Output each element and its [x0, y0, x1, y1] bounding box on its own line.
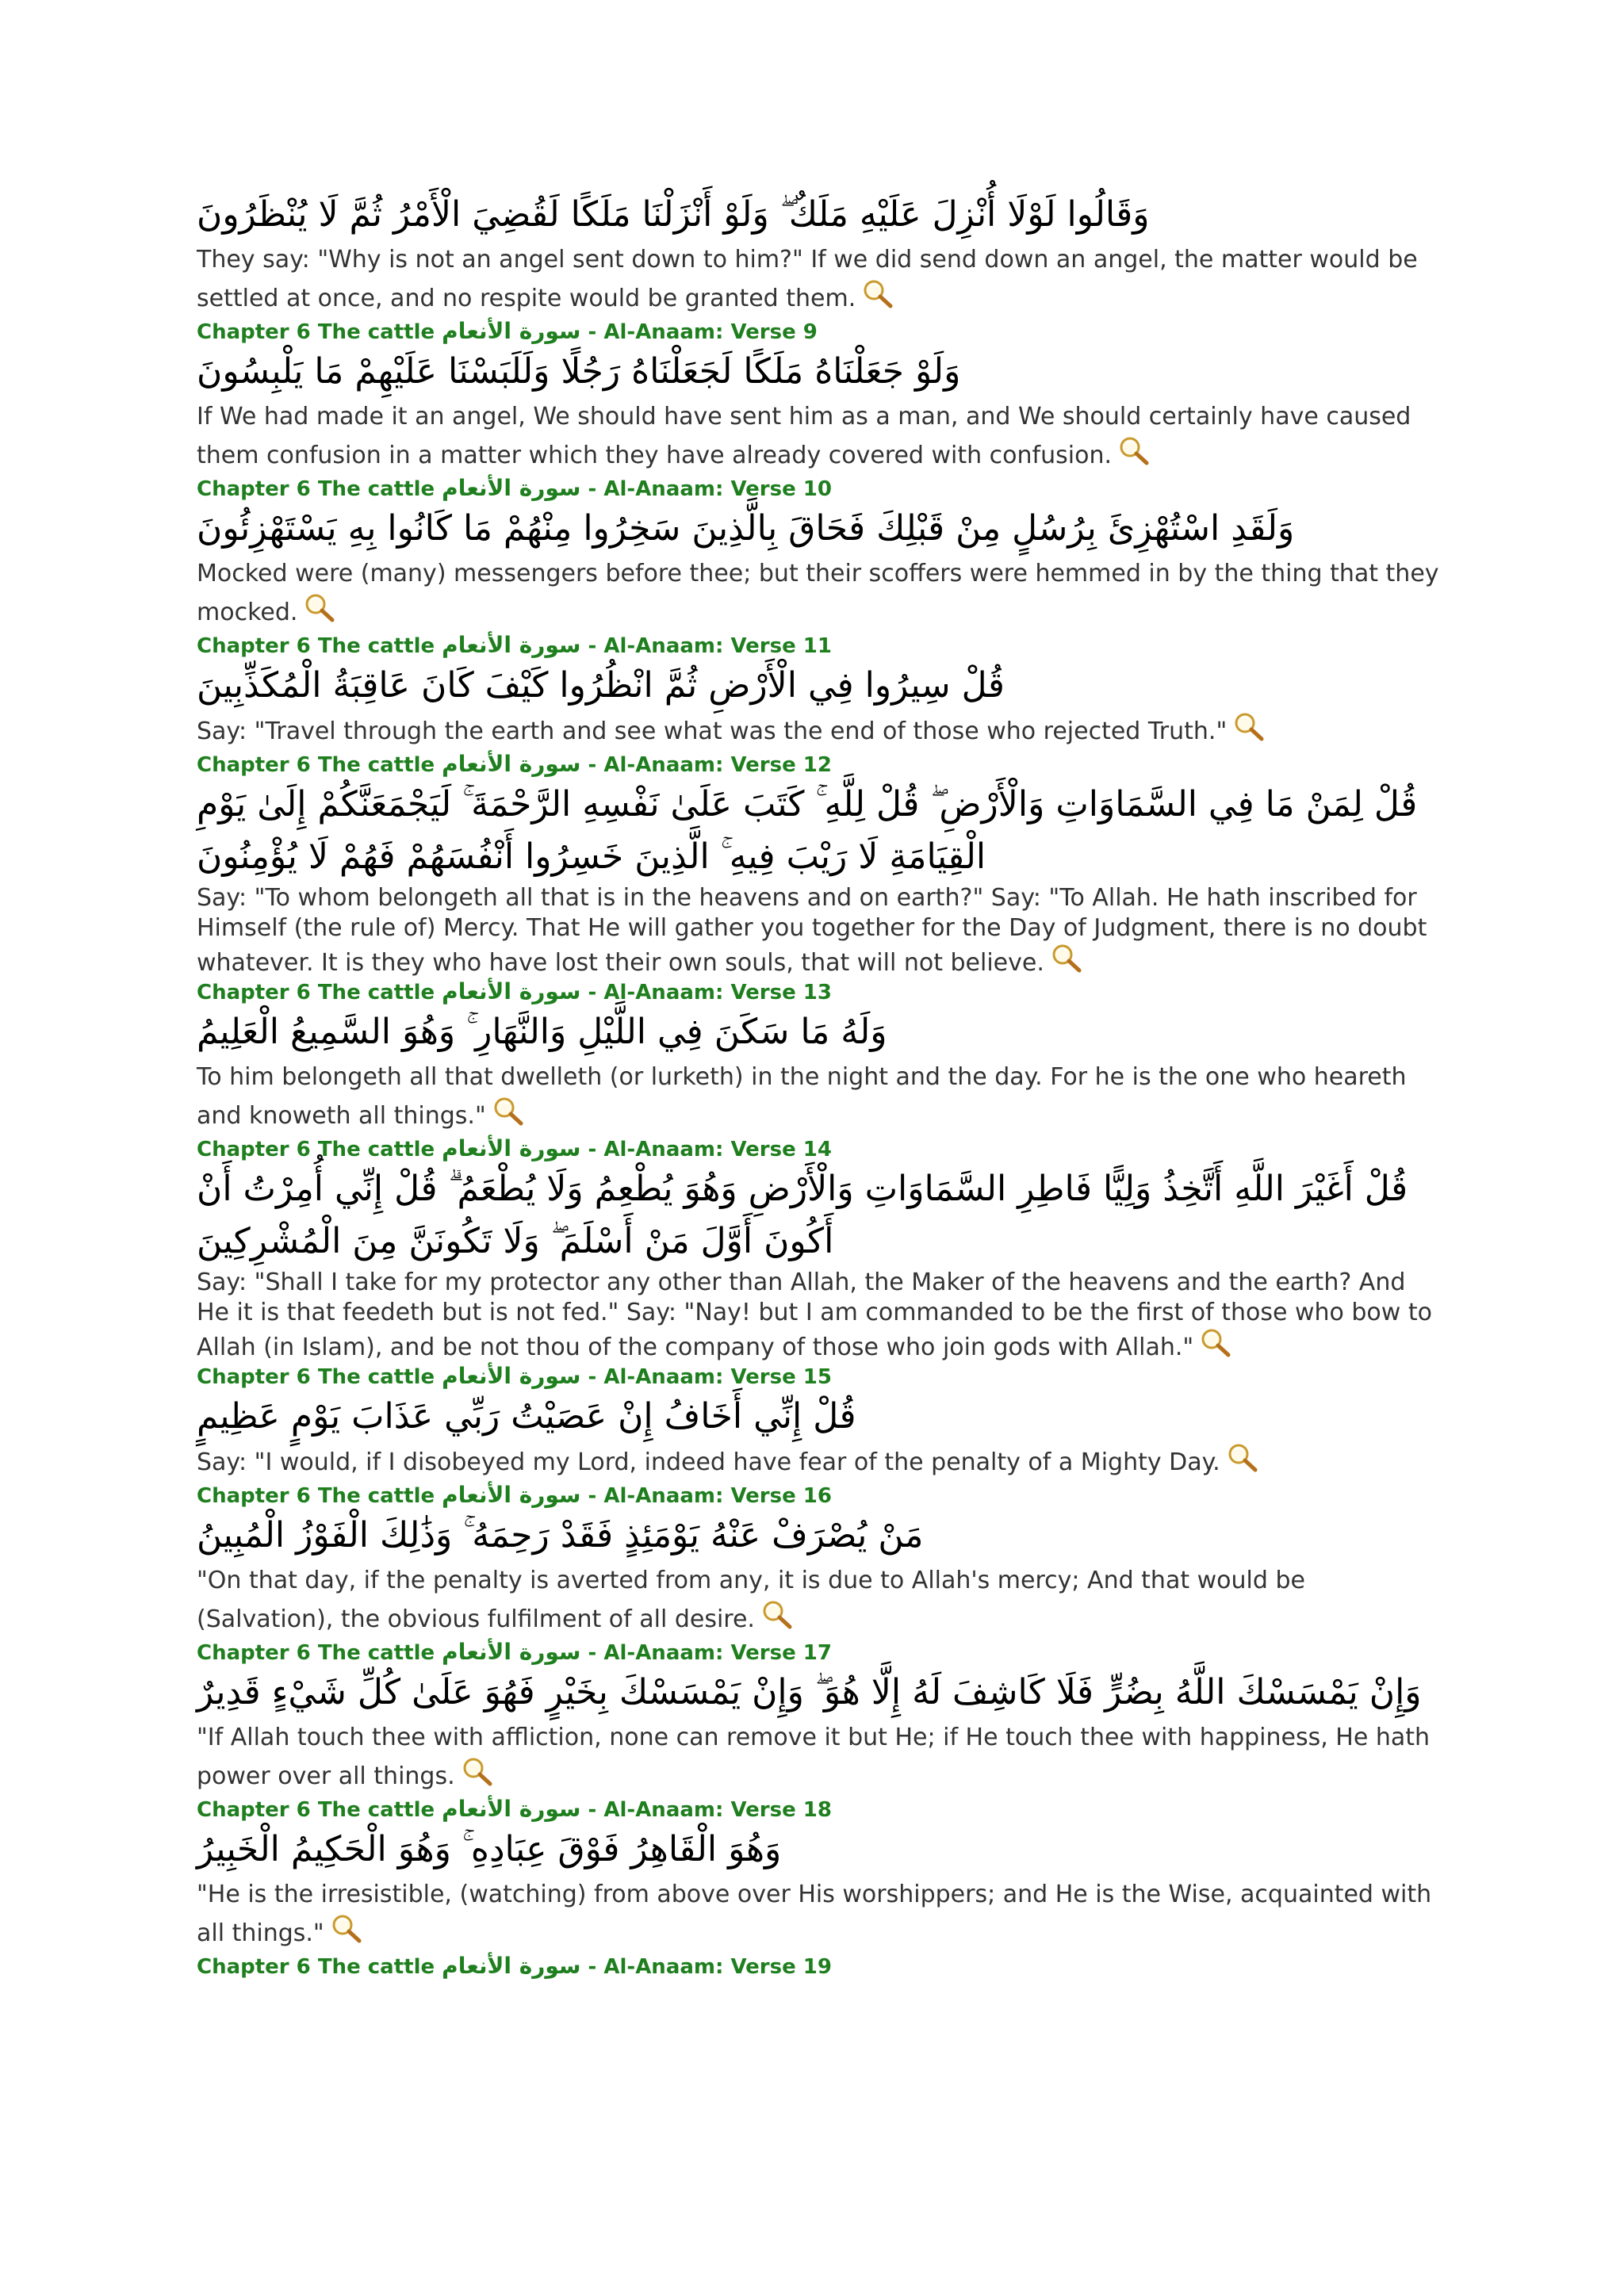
- verse-block: [197, 503, 1442, 660]
- magnifier-icon[interactable]: [862, 279, 894, 309]
- verse-heading[interactable]: Chapter 6 The cattle سورة الأنعام - Al-Anaam: Verse 11: [197, 632, 832, 658]
- translation-text: "If Allah touch thee with affliction, none can remove it but He; if He touch thee with happiness, He hath power over all things.: [197, 1724, 1431, 1790]
- verse-translation: [197, 555, 1442, 632]
- verse-translation: [197, 1058, 1442, 1135]
- verse-block: [197, 660, 1442, 779]
- arabic-verse: مَنْ يُصْرَفْ عَنْهُ يَوْمَئِذٍ فَقَدْ رَحِمَهُ ۚ وَذَٰلِكَ الْفَوْزُ الْمُبِينُ: [197, 1515, 924, 1556]
- verse-block: [197, 1667, 1442, 1823]
- translation-text: Say: "To whom belongeth all that is in the heavens and on earth?" Say: "To Allah. He hath inscribed for Himself (the rule of) Mercy. That He will gather you together for the Day of Judgment, there is no doubt whatever. It is they who have lost their own souls, that will not believe.: [197, 884, 1427, 977]
- translation-text: Say: "Shall I take for my protector any other than Allah, the Maker of the heavens and the earth? And He it is that feedeth but is not fed." Say: "Nay! but I am commanded to be the first of those who bow to Allah (in Islam), and be not thou of the company of those who join gods with Allah.": [197, 1269, 1432, 1361]
- verse-heading[interactable]: Chapter 6 The cattle سورة الأنعام - Al-Anaam: Verse 14: [197, 1135, 832, 1161]
- arabic-verse: قُلْ إِنِّي أَخَافُ إِنْ عَصَيْتُ رَبِّي عَذَابَ يَوْمٍ عَظِيمٍ: [197, 1396, 856, 1437]
- arabic-verse: وَقَالُوا لَوْلَا أُنْزِلَ عَلَيْهِ مَلَكٌ ۖ وَلَوْ أَنْزَلْنَا مَلَكًا لَقُضِيَ الْأَمْرُ ثُمَّ لَا يُنْظَرُونَ: [197, 194, 1150, 235]
- magnifier-icon[interactable]: [1233, 712, 1265, 742]
- magnifier-icon[interactable]: [304, 593, 335, 623]
- arabic-verse: وَلَهُ مَا سَكَنَ فِي اللَّيْلِ وَالنَّهَارِ ۚ وَهُوَ السَّمِيعُ الْعَلِيمُ: [197, 1012, 887, 1052]
- magnifier-icon[interactable]: [331, 1914, 362, 1944]
- arabic-verse: قُلْ سِيرُوا فِي الْأَرْضِ ثُمَّ انْظُرُوا كَيْفَ كَانَ عَاقِبَةُ الْمُكَذِّبِينَ: [197, 665, 1005, 706]
- verse-block: [197, 1006, 1442, 1163]
- magnifier-icon[interactable]: [492, 1096, 524, 1127]
- arabic-verse: وَلَوْ جَعَلْنَاهُ مَلَكًا لَجَعَلْنَاهُ رَجُلًا وَلَلَبَسْنَا عَلَيْهِمْ مَا يَلْبِسُونَ: [197, 351, 961, 392]
- verse-heading[interactable]: Chapter 6 The cattle سورة الأنعام - Al-Anaam: Verse 13: [197, 978, 832, 1004]
- verse-translation: [197, 1876, 1442, 1953]
- verse-translation: [197, 883, 1442, 978]
- translation-text: To him belongeth all that dwelleth (or lurketh) in the night and the day. For he is the one who heareth and knoweth all things.": [197, 1063, 1407, 1130]
- verse-translation: [197, 1443, 1442, 1482]
- verse-block: [197, 779, 1442, 1006]
- arabic-verse: وَلَقَدِ اسْتُهْزِئَ بِرُسُلٍ مِنْ قَبْلِكَ فَحَاقَ بِالَّذِينَ سَخِرُوا مِنْهُمْ مَا كَانُوا بِهِ يَسْتَهْزِئُونَ: [197, 508, 1295, 549]
- verse-page: [197, 189, 1442, 1980]
- verse-translation: [197, 1719, 1442, 1796]
- translation-text: Mocked were (many) messengers before thee; but their scoffers were hemmed in by the thing that they mocked.: [197, 560, 1439, 626]
- arabic-verse: قُلْ أَغَيْرَ اللَّهِ أَتَّخِذُ وَلِيًّا فَاطِرِ السَّمَاوَاتِ وَالْأَرْضِ وَهُوَ يُطْعِمُ وَلَا يُطْعَمُ ۗ قُلْ إِنِّي أُمِرْتُ أَنْ أَكُونَ أَوَّلَ مَنْ أَسْلَمَ ۖ وَلَا تَكُونَنَّ مِنَ الْمُشْرِكِينَ: [197, 1169, 1408, 1261]
- verse-heading[interactable]: Chapter 6 The cattle سورة الأنعام - Al-Anaam: Verse 19: [197, 1953, 832, 1979]
- verse-translation: [197, 712, 1442, 751]
- magnifier-icon[interactable]: [462, 1757, 493, 1787]
- arabic-verse: قُلْ لِمَنْ مَا فِي السَّمَاوَاتِ وَالْأَرْضِ ۖ قُلْ لِلَّهِ ۚ كَتَبَ عَلَىٰ نَفْسِهِ الرَّحْمَةَ ۚ لَيَجْمَعَنَّكُمْ إِلَىٰ يَوْمِ الْقِيَامَةِ لَا رَيْبَ فِيهِ ۚ الَّذِينَ خَسِرُوا أَنْفُسَهُمْ فَهُمْ لَا يُؤْمِنُونَ: [197, 784, 1418, 877]
- verse-translation: [197, 398, 1442, 475]
- verse-heading[interactable]: Chapter 6 The cattle سورة الأنعام - Al-Anaam: Verse 12: [197, 751, 832, 777]
- verse-translation: [197, 1562, 1442, 1639]
- verse-block: [197, 1510, 1442, 1667]
- verse-heading[interactable]: Chapter 6 The cattle سورة الأنعام - Al-Anaam: Verse 15: [197, 1363, 832, 1389]
- verse-heading[interactable]: Chapter 6 The cattle سورة الأنعام - Al-Anaam: Verse 9: [197, 318, 818, 344]
- arabic-verse: وَهُوَ الْقَاهِرُ فَوْقَ عِبَادِهِ ۚ وَهُوَ الْحَكِيمُ الْخَبِيرُ: [197, 1829, 782, 1869]
- verse-block: [197, 189, 1442, 346]
- arabic-verse: وَإِنْ يَمْسَسْكَ اللَّهُ بِضُرٍّ فَلَا كَاشِفَ لَهُ إِلَّا هُوَ ۖ وَإِنْ يَمْسَسْكَ بِخَيْرٍ فَهُوَ عَلَىٰ كُلِّ شَيْءٍ قَدِيرٌ: [197, 1672, 1422, 1712]
- verse-block: [197, 1391, 1442, 1510]
- verse-block: [197, 1163, 1442, 1391]
- verse-block: [197, 346, 1442, 503]
- translation-text: "He is the irresistible, (watching) from above over His worshippers; and He is the Wise, acquainted with all things.": [197, 1881, 1432, 1947]
- verse-heading[interactable]: Chapter 6 The cattle سورة الأنعام - Al-Anaam: Verse 10: [197, 475, 832, 501]
- verse-translation: [197, 1268, 1442, 1363]
- magnifier-icon[interactable]: [1227, 1443, 1258, 1473]
- magnifier-icon[interactable]: [1200, 1328, 1231, 1358]
- verse-heading[interactable]: Chapter 6 The cattle سورة الأنعام - Al-Anaam: Verse 17: [197, 1639, 832, 1665]
- translation-text: Say: "Travel through the earth and see what was the end of those who rejected Truth.": [197, 718, 1228, 745]
- magnifier-icon[interactable]: [1051, 943, 1082, 974]
- verse-heading[interactable]: Chapter 6 The cattle سورة الأنعام - Al-Anaam: Verse 16: [197, 1482, 832, 1508]
- verse-translation: [197, 241, 1442, 318]
- magnifier-icon[interactable]: [761, 1600, 793, 1630]
- verse-heading[interactable]: Chapter 6 The cattle سورة الأنعام - Al-Anaam: Verse 18: [197, 1796, 832, 1822]
- verse-block: [197, 1823, 1442, 1980]
- translation-text: Say: "I would, if I disobeyed my Lord, indeed have fear of the penalty of a Mighty Day.: [197, 1448, 1220, 1476]
- translation-text: "On that day, if the penalty is averted from any, it is due to Allah's mercy; And that would be (Salvation), the obvious fulfilment of all desire.: [197, 1567, 1305, 1633]
- translation-text: They say: "Why is not an angel sent down to him?" If we did send down an angel, the matter would be settled at once, and no respite would be granted them.: [197, 246, 1418, 312]
- translation-text: If We had made it an angel, We should have sent him as a man, and We should certainly have caused them confusion in a matter which they have already covered with confusion.: [197, 403, 1411, 469]
- magnifier-icon[interactable]: [1118, 436, 1150, 466]
